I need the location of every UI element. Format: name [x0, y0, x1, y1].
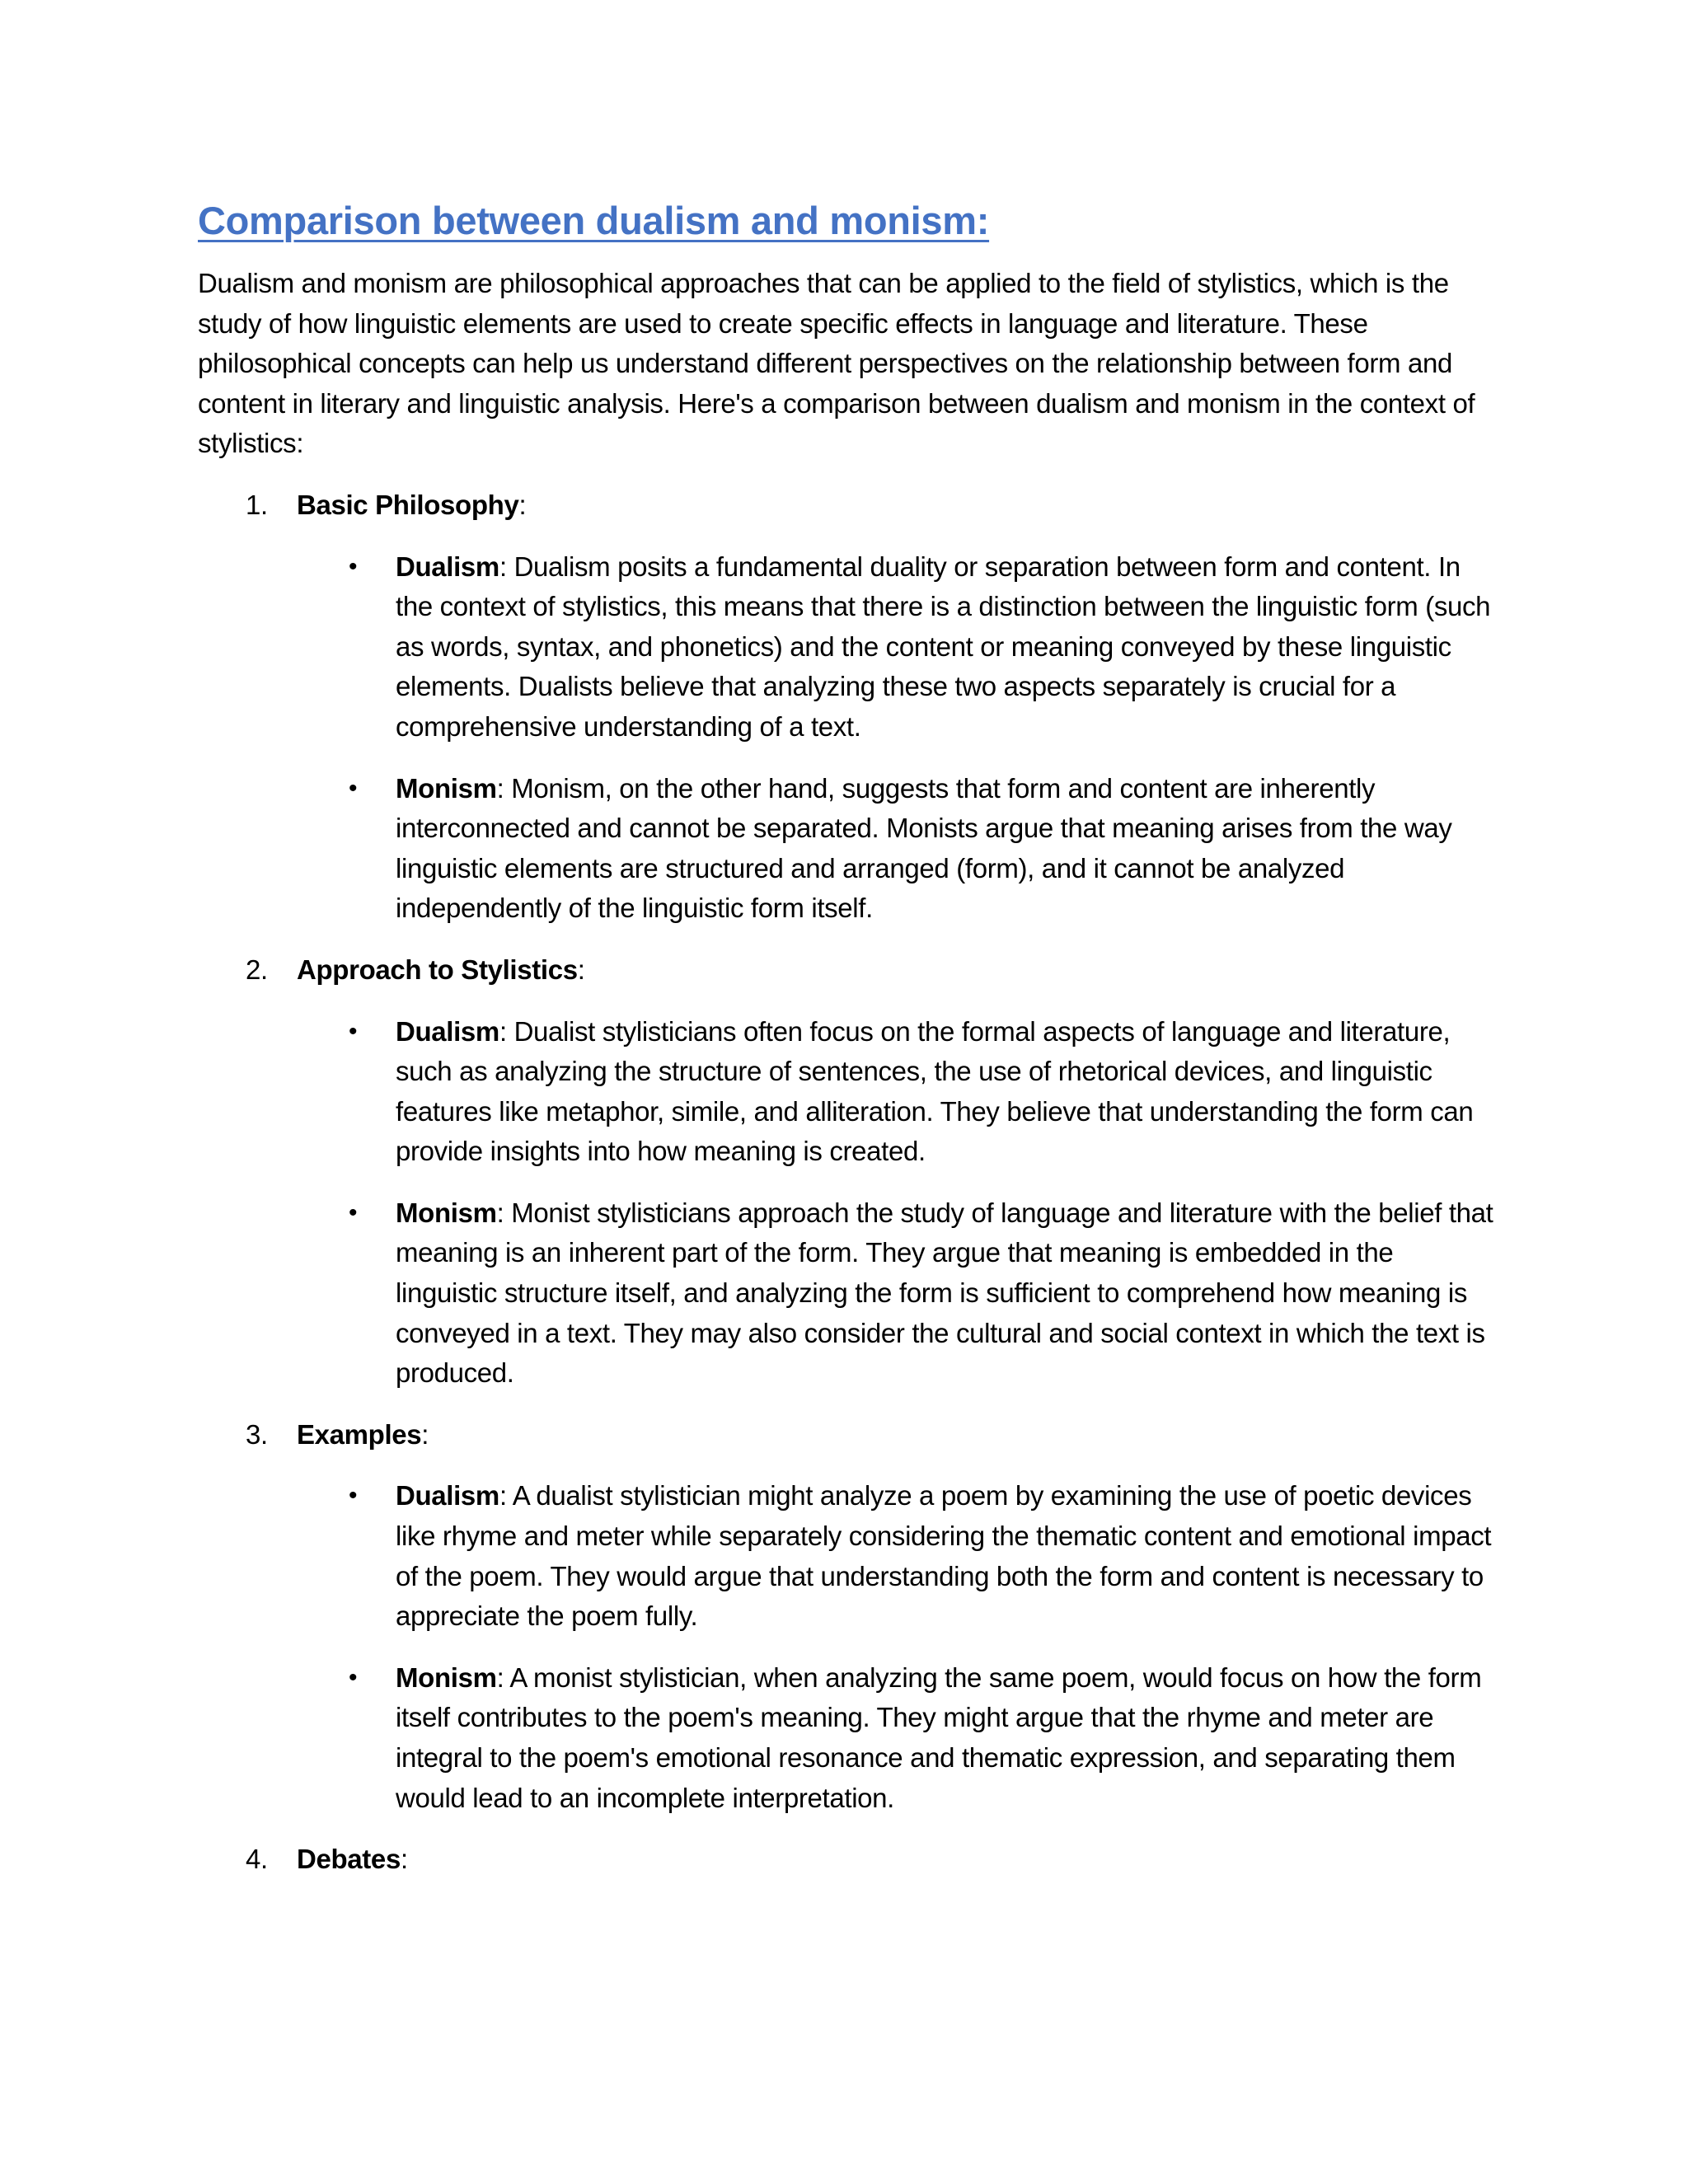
bullet-dot: • [349, 1663, 358, 1691]
bullet-list [198, 547, 1500, 929]
bullet-dot: • [349, 552, 358, 580]
item-text: : Monist stylisticians approach the study of language and literature with the belief that meaning is an inherent part of the form. They argue that meaning is embedded in the linguistic structure itself, and analyzing the form is sufficient to comprehend how meaning is conveyed in a text. They may also consider the cultural and social context in which the text is produced. [396, 1197, 1493, 1389]
section-list [198, 485, 1500, 1880]
bullet-dot: • [349, 1482, 358, 1510]
section-approach-to-stylistics [198, 950, 1500, 1394]
list-item-monism [198, 1193, 1500, 1394]
term-label: Dualism [396, 1480, 499, 1511]
section-debates [198, 1840, 1500, 1880]
intro-paragraph: Dualism and monism are philosophical approaches that can be applied to the field of stylistics, which is the study of how linguistic elements are used to create specific effects in language and literature. These philosophical concepts can help us understand different perspectives on the relationship between form and content in literary and linguistic analysis. Here's a comparison between dualism and monism in the context of stylistics: [198, 268, 1475, 459]
section-basic-philosophy [198, 485, 1500, 929]
term-label: Monism [396, 1197, 497, 1228]
section-label: Basic Philosophy [297, 489, 519, 520]
item-text: : Dualist stylisticians often focus on the formal aspects of language and literature, such as analyzing the structure of sentences, the use of rhetorical devices, and linguistic features like metaphor, simile, and alliteration. They believe that understanding the form can provide insights into how meaning is created. [396, 1015, 1474, 1167]
item-text: : Monism, on the other hand, suggests that form and content are inherently interconnected and cannot be separated. Monists argue that meaning arises from the way linguistic elements are structured and arranged (form), and it cannot be analyzed independently of the linguistic form itself. [396, 772, 1452, 924]
item-text: : A monist stylistician, when analyzing the same poem, would focus on how the form itself contributes to the poem's meaning. They might argue that the rhyme and meter are integral to the poem's emotional resonance and thematic expression, and separating them would lead to an incomplete interpretation. [396, 1661, 1482, 1813]
item-text: : A dualist stylistician might analyze a poem by examining the use of poetic devices like rhyme and meter while separately considering the thematic content and emotional impact of the poem. They would argue that understanding both the form and content is necessary to appreciate the poem fully. [396, 1480, 1492, 1632]
section-number: 1. [246, 489, 268, 520]
section-label: Approach to Stylistics [297, 954, 578, 985]
item-text: : Dualism posits a fundamental duality or separation between form and content. In the context of stylistics, this means that there is a distinction between the linguistic form (such as words, syntax, and phonetics) and the content or meaning conveyed by these linguistic elements. Dualists believe that analyzing these two aspects separately is crucial for a comprehensive understanding of a text. [396, 551, 1491, 742]
section-colon: : [577, 954, 585, 985]
section-colon: : [421, 1418, 429, 1450]
list-item-monism [198, 769, 1500, 929]
list-item-monism [198, 1658, 1500, 1818]
section-heading [198, 485, 1500, 526]
section-label: Examples [297, 1418, 422, 1450]
section-number: 2. [246, 954, 268, 985]
document-page [198, 196, 1500, 1880]
section-colon: : [400, 1844, 408, 1875]
bullet-list [198, 1012, 1500, 1394]
bullet-list [198, 1476, 1500, 1818]
section-label: Debates [297, 1844, 401, 1875]
term-label: Dualism [396, 551, 499, 582]
page-title: Comparison between dualism and monism: [198, 199, 990, 242]
bullet-dot: • [349, 1017, 358, 1045]
bullet-dot: • [349, 1198, 358, 1226]
term-label: Dualism [396, 1015, 499, 1047]
section-number: 4. [246, 1844, 268, 1875]
section-heading [198, 950, 1500, 991]
section-number: 3. [246, 1418, 268, 1450]
bullet-dot: • [349, 774, 358, 802]
list-item-dualism [198, 1012, 1500, 1172]
section-colon: : [518, 489, 527, 520]
list-item-dualism [198, 1476, 1500, 1636]
term-label: Monism [396, 772, 497, 804]
section-examples [198, 1415, 1500, 1818]
list-item-dualism [198, 547, 1500, 748]
term-label: Monism [396, 1661, 497, 1693]
section-heading [198, 1840, 1500, 1880]
section-heading [198, 1415, 1500, 1455]
